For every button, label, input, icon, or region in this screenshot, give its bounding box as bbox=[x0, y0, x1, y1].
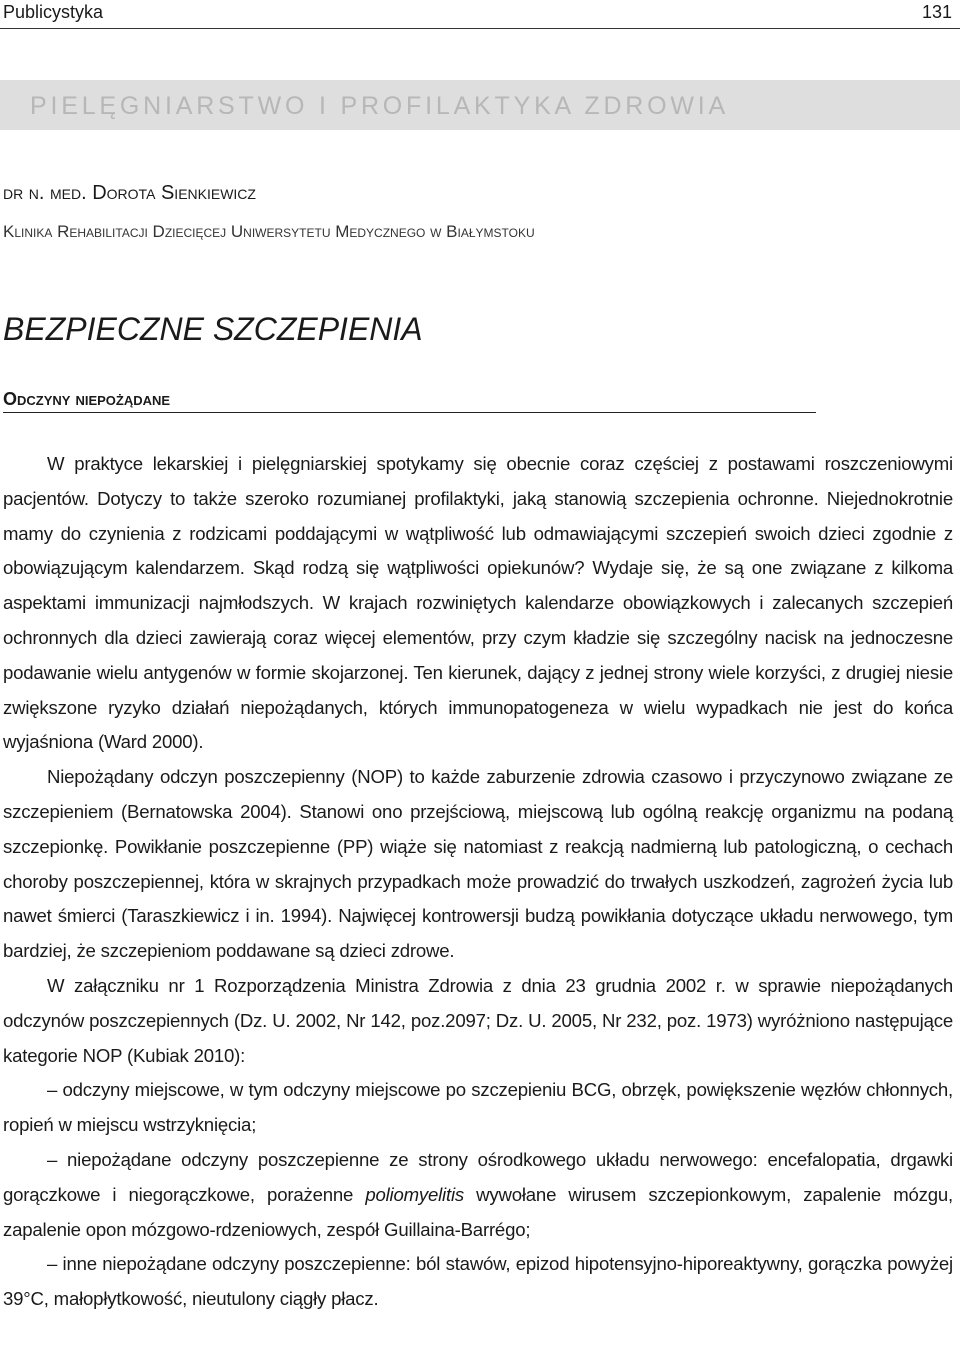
header-rule bbox=[0, 28, 960, 29]
article-title: BEZPIECZNE SZCZEPIENIA bbox=[3, 311, 423, 347]
running-head bbox=[0, 0, 960, 24]
running-head-section: Publicystyka bbox=[3, 2, 104, 22]
list-item-cns-reactions bbox=[3, 1143, 953, 1247]
author-affiliation: Klinika Rehabilitacji Dziecięcej Uniwersytetu Medycznego w Białymstoku bbox=[3, 222, 535, 241]
list-item-text: – niepożądane odczyny poszczepienne ze strony ośrodkowego układu nerwowego: encefalopatia, drgawki gorączkowe i niegorączkowe, porażenne bbox=[3, 1148, 953, 1205]
list-item-other-reactions: – inne niepożądane odczyny poszczepienne: ból stawów, epizod hipotensyjno-hiporeaktywny, gorączka powyżej 39°C, małopłytkowość, nieutulony ciągły płacz. bbox=[3, 1253, 953, 1310]
article-subtitle: Odczyny niepożądane bbox=[3, 389, 171, 409]
author-name: dr n. med. Dorota Sienkiewicz bbox=[3, 182, 256, 204]
paragraph-intro: W praktyce lekarskiej i pielęgniarskiej spotykamy się obecnie coraz częściej z postawami roszczeniowymi pacjentów. Dotyczy to także szeroko rozumianej profilaktyki, jaką stanowią szczepienia ochronne. Niejednokrotnie mamy do czynienia z rodzicami poddającymi w wątpliwość lub odmawiającymi szczepień swoich dzieci zgodnie z obowiązującym kalendarzem. Skąd rodzą się wątpliwości opiekunów? Wydaje się, że są one związane z kilkoma aspektami immunizacji najmłodszych. W krajach rozwiniętych kalendarze obowiązkowych i zalecanych szczepień ochronnych dla dzieci zawierają coraz więcej elementów, przy czym kładzie się szczególny nacisk na jednoczesne podawanie wielu antygenów w formie skojarzonej. Ten kierunek, dający z jednej strony wiele korzyści, z drugiej niesie zwiększone ryzyko działań niepożądanych, których immunopatogeneza w wielu wypadkach nie jest do końca wyjaśniona (Ward 2000). bbox=[3, 453, 953, 753]
paragraph-nop-definition: Niepożądany odczyn poszczepienny (NOP) to każde zaburzenie zdrowia czasowo i przyczynowo związane ze szczepieniem (Bernatowska 2004). Stanowi ono przejściową, miejscową lub ogólną reakcję organizmu na podaną szczepionkę. Powikłanie poszczepienne (PP) wiąże się natomiast z reakcją nadmierną lub patologiczną, o cechach choroby poszczepiennej, która w skrajnych przypadkach może prowadzić do trwałych uszkodzeń, zagrożeń życia lub nawet śmierci (Taraszkiewicz i in. 1994). Najwięcej kontrowersji budzą powikłania dotyczące układu nerwowego, tym bardziej, że szczepieniom poddawane są dzieci zdrowe. bbox=[3, 766, 953, 962]
subtitle-rule bbox=[3, 412, 816, 413]
page-number: 131 bbox=[921, 2, 952, 22]
section-band bbox=[0, 80, 960, 130]
section-band-title: PIELĘGNIARSTWO I PROFILAKTYKA ZDROWIA bbox=[30, 92, 730, 120]
list-item-local-reactions: – odczyny miejscowe, w tym odczyny miejscowe po szczepieniu BCG, obrzęk, powiększenie węzłów chłonnych, ropień w miejscu wstrzyknięcia; bbox=[3, 1079, 953, 1136]
list-item-text: wywołane wirusem szczepionkowym, zapalenie mózgu, zapalenie opon mózgowo-rdzeniowych, zespół Guillaina-Barrégo; bbox=[3, 1183, 953, 1240]
list-item-emphasis: poliomyelitis bbox=[365, 1183, 464, 1205]
article-body bbox=[3, 447, 953, 1317]
paragraph-regulation: W załączniku nr 1 Rozporządzenia Ministra Zdrowia z dnia 23 grudnia 2002 r. w sprawie niepożądanych odczynów poszczepiennych (Dz. U. 2002, Nr 142, poz.2097; Dz. U. 2005, Nr 232, poz. 1973) wyróżniono następujące kategorie NOP (Kubiak 2010): bbox=[3, 974, 953, 1066]
